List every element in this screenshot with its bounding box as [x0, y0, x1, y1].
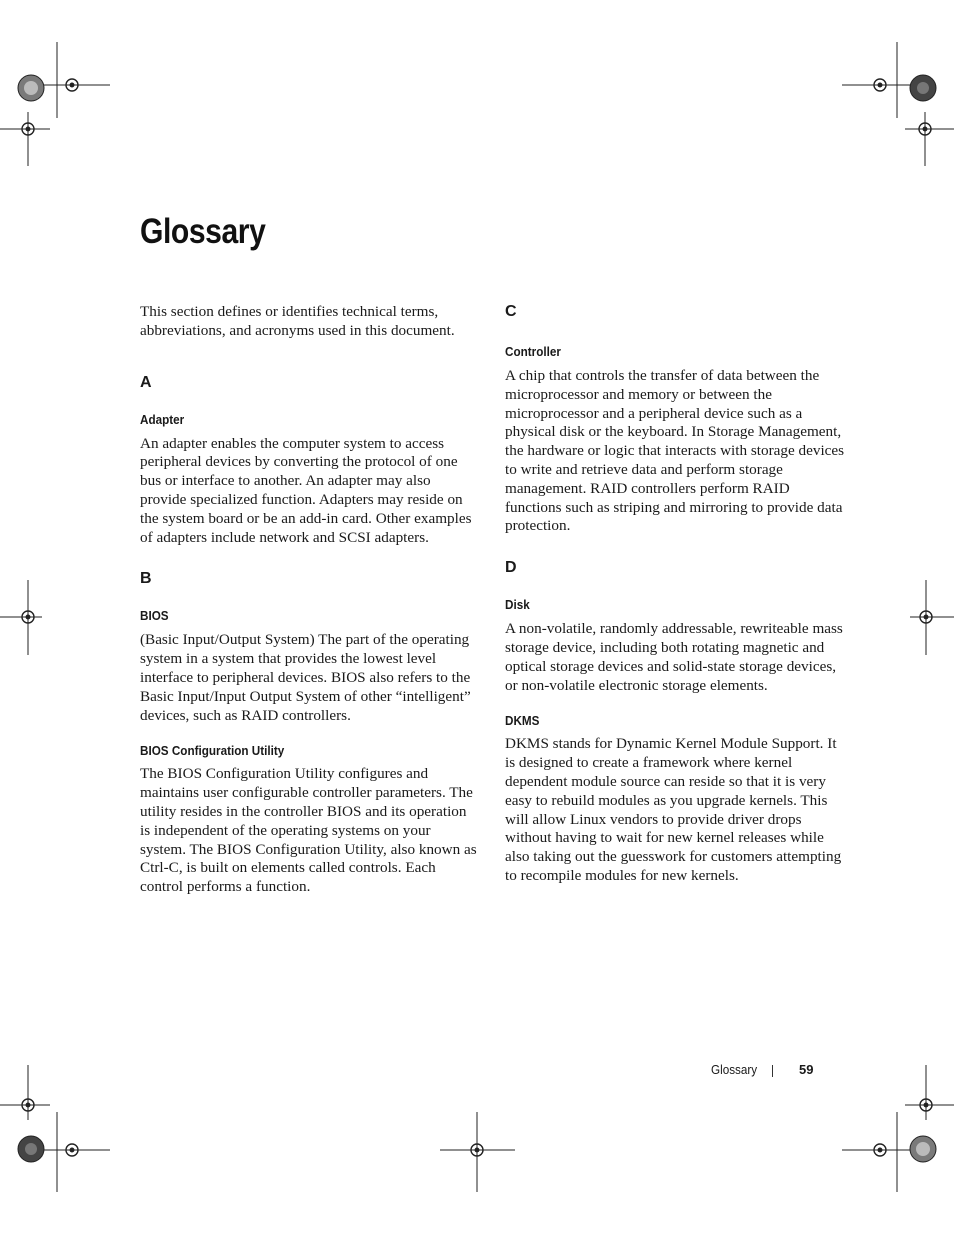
term-controller: Controller — [505, 344, 561, 359]
definition-bios: (Basic Input/Output System) The part of the operating system in a system that provides the lowest level interface to peripheral devices. BIOS also refers to the Basic Input/Input Output System of other “intelligent” devices, such as RAID controllers. — [140, 631, 471, 724]
page-number: 59 — [799, 1062, 814, 1077]
section-letter-b: B — [140, 570, 152, 588]
term-adapter: Adapter — [140, 411, 185, 427]
definition-dkms: DKMS stands for Dynamic Kernel Module Support. It is designed to create a framework where kernel dependent module source can reside so that it is very easy to rebuild modules as you upgrade kernels. This will allow Linux vendors to provide driver drops without having to wait for new kernel releases while also taking out the guesswork for customers attempting to recompile modules for new kernels. — [505, 735, 842, 884]
intro-paragraph: This section defines or identifies technical terms, abbreviations, and acronyms used in this document. — [140, 303, 455, 339]
section-letter-d: D — [505, 559, 517, 577]
definition-adapter: An adapter enables the computer system to access peripheral devices by converting the protocol of one bus or interface to another. An adapter may also provide specialized function. Adapters may reside on the system board or be an add-in card. Other examples of adapters include network and SCSI adapters. — [140, 434, 472, 546]
definition-disk: A non-volatile, randomly addressable, rewriteable mass storage device, including both rotating magnetic and optical storage devices and solid-state storage devices, or non-volatile electronic storage elements. — [505, 620, 843, 694]
footer-separator — [772, 1065, 773, 1077]
section-letter-c: C — [505, 303, 517, 320]
left-column — [140, 303, 480, 897]
section-letter-a: A — [140, 373, 152, 391]
term-bios: BIOS — [140, 608, 169, 624]
right-column — [505, 303, 845, 886]
term-disk: Disk — [505, 597, 530, 613]
definition-bios-configuration-utility: The BIOS Configuration Utility configures and maintains user configurable controller parameters. The utility resides in the controller BIOS and its operation is independent of the operating systems on your system. The BIOS Configuration Utility, also known as Ctrl-C, is built on elements called controls. Each control performs a function. — [140, 765, 477, 896]
term-bios-configuration-utility: BIOS Configuration Utility — [140, 743, 285, 759]
term-dkms: DKMS — [505, 713, 540, 729]
page-title: Glossary — [140, 212, 266, 251]
definition-controller: A chip that controls the transfer of data between the microprocessor and memory or between the microprocessor and a peripheral device such as a physical disk or the keyboard. In Storage Management, the hardware or logic that interacts with storage devices to write and retrieve data and perform storage management. RAID controllers perform RAID functions such as striping and mirroring to provide data protection. — [505, 367, 845, 535]
footer-section-label: Glossary — [711, 1062, 758, 1077]
